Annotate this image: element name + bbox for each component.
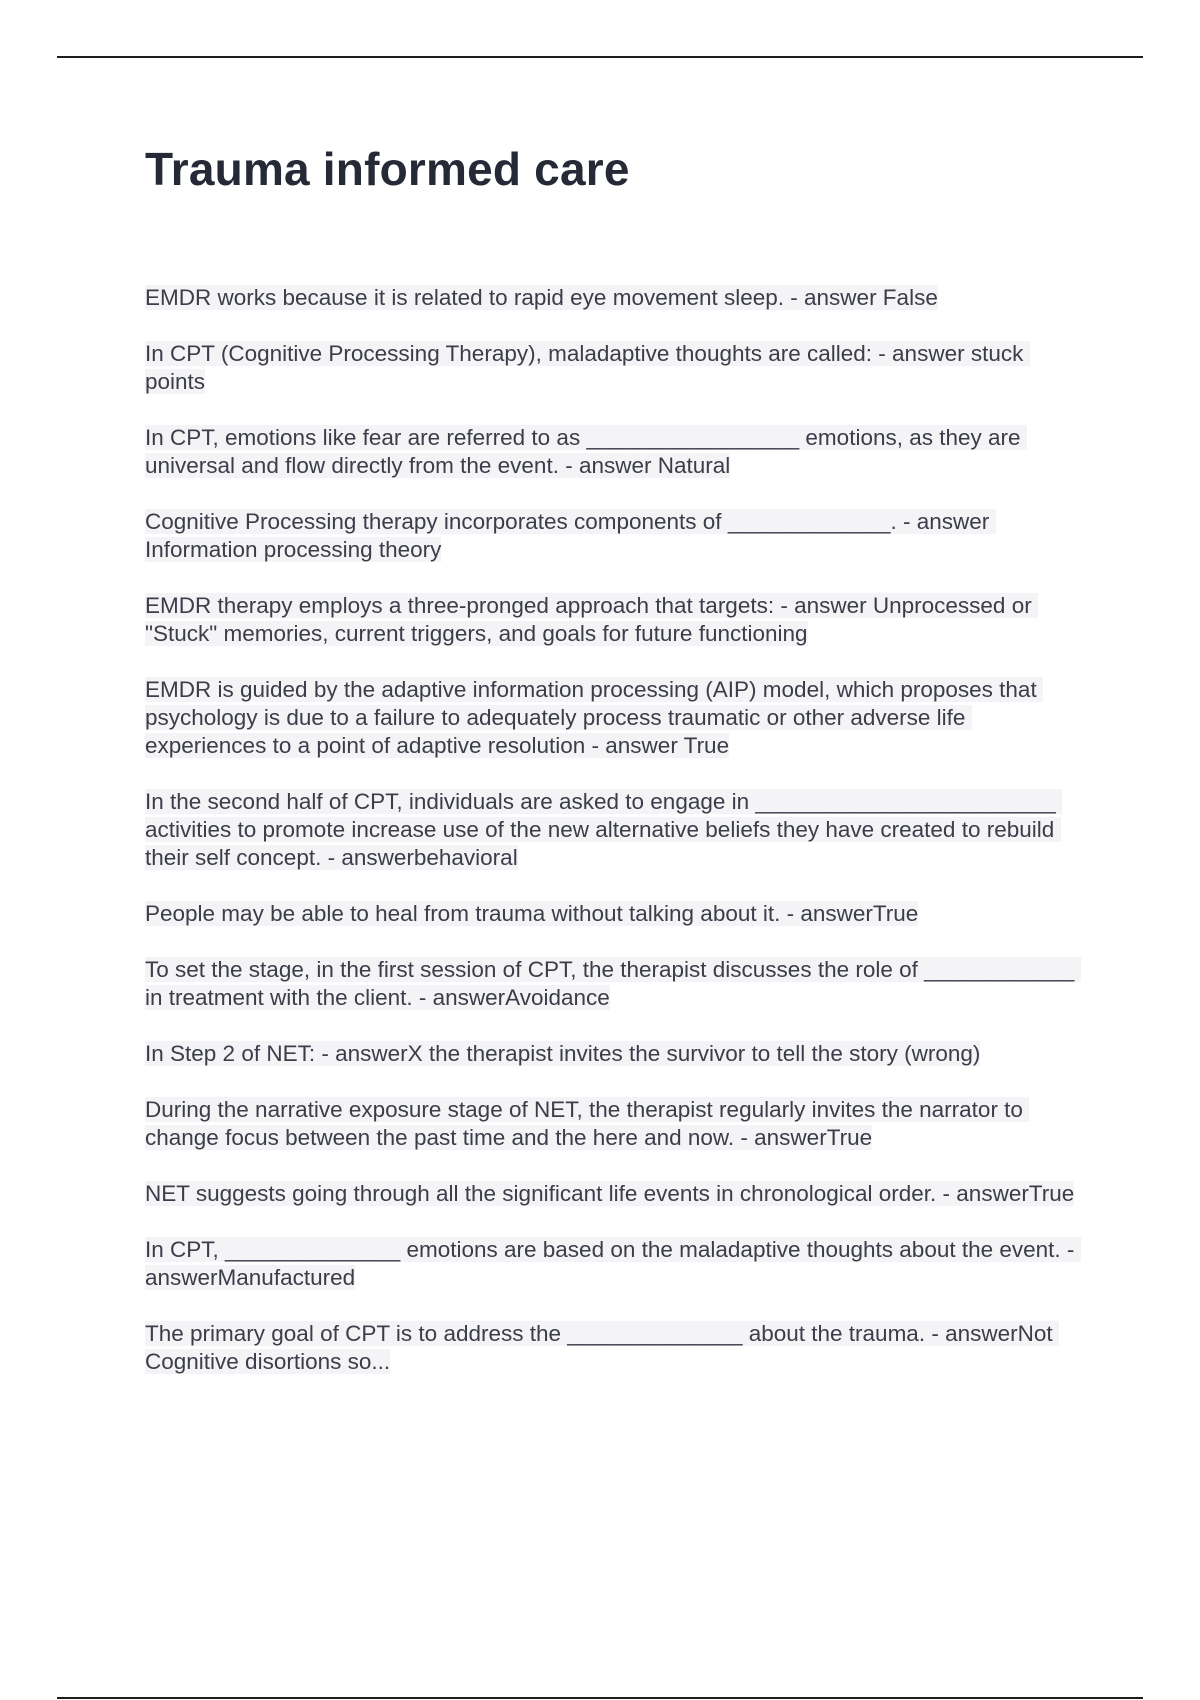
qa-text: NET suggests going through all the significant life events in chronological order. - answerTrue	[145, 1181, 1075, 1206]
qa-item	[145, 508, 1085, 564]
qa-text: EMDR works because it is related to rapid eye movement sleep. - answer False	[145, 285, 938, 310]
qa-item	[145, 1180, 1085, 1208]
qa-item	[145, 424, 1085, 480]
qa-text: People may be able to heal from trauma without talking about it. - answerTrue	[145, 901, 919, 926]
qa-text: In Step 2 of NET: - answerX the therapist invites the survivor to tell the story (wrong)	[145, 1041, 981, 1066]
top-rule	[57, 56, 1143, 58]
qa-item	[145, 1320, 1085, 1376]
qa-item	[145, 340, 1085, 396]
qa-text: EMDR therapy employs a three-pronged approach that targets: - answer Unprocessed or "Stuck" memories, current triggers, and goals for future functioning	[145, 593, 1038, 646]
qa-item	[145, 676, 1085, 760]
qa-text: In CPT (Cognitive Processing Therapy), maladaptive thoughts are called: - answer stuck points	[145, 341, 1030, 394]
qa-item	[145, 592, 1085, 648]
qa-item	[145, 1040, 1085, 1068]
qa-text: In CPT, ______________ emotions are based on the maladaptive thoughts about the event. - answerManufactured	[145, 1237, 1081, 1290]
qa-text: Cognitive Processing therapy incorporates components of _____________. - answer Information processing theory	[145, 509, 996, 562]
page-title: Trauma informed care	[145, 143, 630, 195]
qa-text: In CPT, emotions like fear are referred to as _________________ emotions, as they are universal and flow directly from the event. - answer Natural	[145, 425, 1027, 478]
qa-item	[145, 956, 1085, 1012]
qa-item	[145, 1096, 1085, 1152]
bottom-rule	[57, 1697, 1143, 1699]
qa-item	[145, 788, 1085, 872]
qa-item	[145, 900, 1085, 928]
qa-text: In the second half of CPT, individuals are asked to engage in ________________________ activities to promote increase use of the new alternative beliefs they have created to rebuild their self concept. - answerbehavioral	[145, 789, 1062, 870]
qa-text: To set the stage, in the first session of CPT, the therapist discusses the role of ____________ in treatment with the client. - answerAvoidance	[145, 957, 1081, 1010]
qa-text: EMDR is guided by the adaptive information processing (AIP) model, which proposes that psychology is due to a failure to adequately process traumatic or other adverse life experiences to a point of adaptive resolution - answer True	[145, 677, 1043, 758]
qa-text: During the narrative exposure stage of NET, the therapist regularly invites the narrator to change focus between the past time and the here and now. - answerTrue	[145, 1097, 1030, 1150]
qa-item	[145, 1236, 1085, 1292]
qa-list	[145, 284, 1085, 1404]
qa-text: The primary goal of CPT is to address the ______________ about the trauma. - answerNot Cognitive disortions so...	[145, 1321, 1059, 1374]
qa-item	[145, 284, 1085, 312]
